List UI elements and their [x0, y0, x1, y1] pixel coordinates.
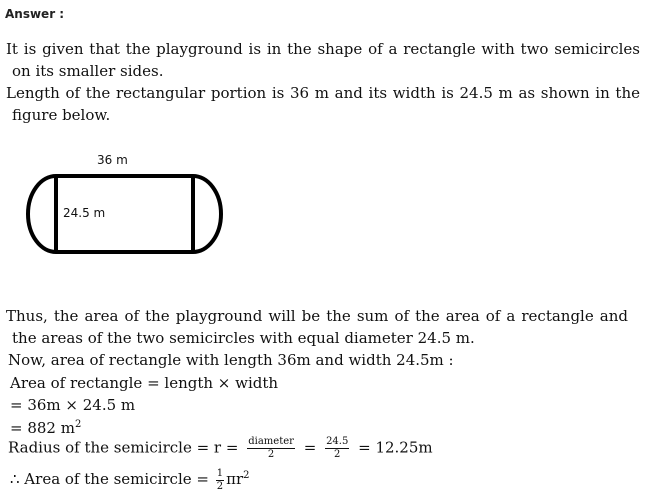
semicircle-area-line — [10, 465, 250, 493]
radius-prefix: Radius of the semicircle = r = — [8, 438, 239, 457]
fraction-denominator: 2 — [334, 449, 341, 460]
fraction-denominator: 2 — [267, 449, 275, 460]
playground-figure — [0, 140, 260, 270]
body-line-2: the areas of the two semicircles with equal diameter 24.5 m. — [12, 329, 475, 347]
radius-result: = 12.25m — [358, 438, 433, 457]
area-value: = 882 m — [10, 419, 75, 437]
semicircle-area-prefix: ∴ Area of the semicircle = — [10, 470, 209, 488]
fraction-numerator: 1 — [216, 467, 224, 479]
intro-line-4: figure below. — [12, 106, 111, 124]
pi-r-expression: πr — [226, 470, 244, 488]
intro-line-1: It is given that the playground is in the shape of a rectangle with two semicircles — [6, 40, 640, 58]
body-line-5: = 36m × 24.5 m — [10, 396, 136, 414]
width-label: 24.5 m — [63, 206, 106, 220]
body-line-3: Now, area of rectangle with length 36m and width 24.5m : — [8, 351, 454, 369]
fraction-numerator: diameter — [248, 436, 294, 447]
radius-line — [8, 436, 433, 461]
intro-line-3: Length of the rectangular portion is 36 m and its width is 24.5 m as shown in the — [6, 84, 640, 102]
area-exponent: 2 — [74, 419, 82, 430]
answer-heading: Answer : — [5, 7, 65, 21]
r-exponent: 2 — [243, 470, 250, 481]
radius-fraction-2 — [325, 436, 349, 461]
radius-equals: = — [303, 438, 317, 457]
fraction-denominator: 2 — [216, 480, 224, 492]
fraction-numerator: 24.5 — [326, 436, 349, 447]
length-label: 36 m — [97, 153, 128, 167]
half-fraction — [216, 468, 224, 493]
body-line-1: Thus, the area of the playground will be the sum of the area of a rectangle and — [6, 307, 628, 325]
body-line-4: Area of rectangle = length × width — [10, 374, 279, 392]
radius-fraction-1 — [247, 436, 295, 461]
intro-line-2: on its smaller sides. — [12, 62, 164, 80]
